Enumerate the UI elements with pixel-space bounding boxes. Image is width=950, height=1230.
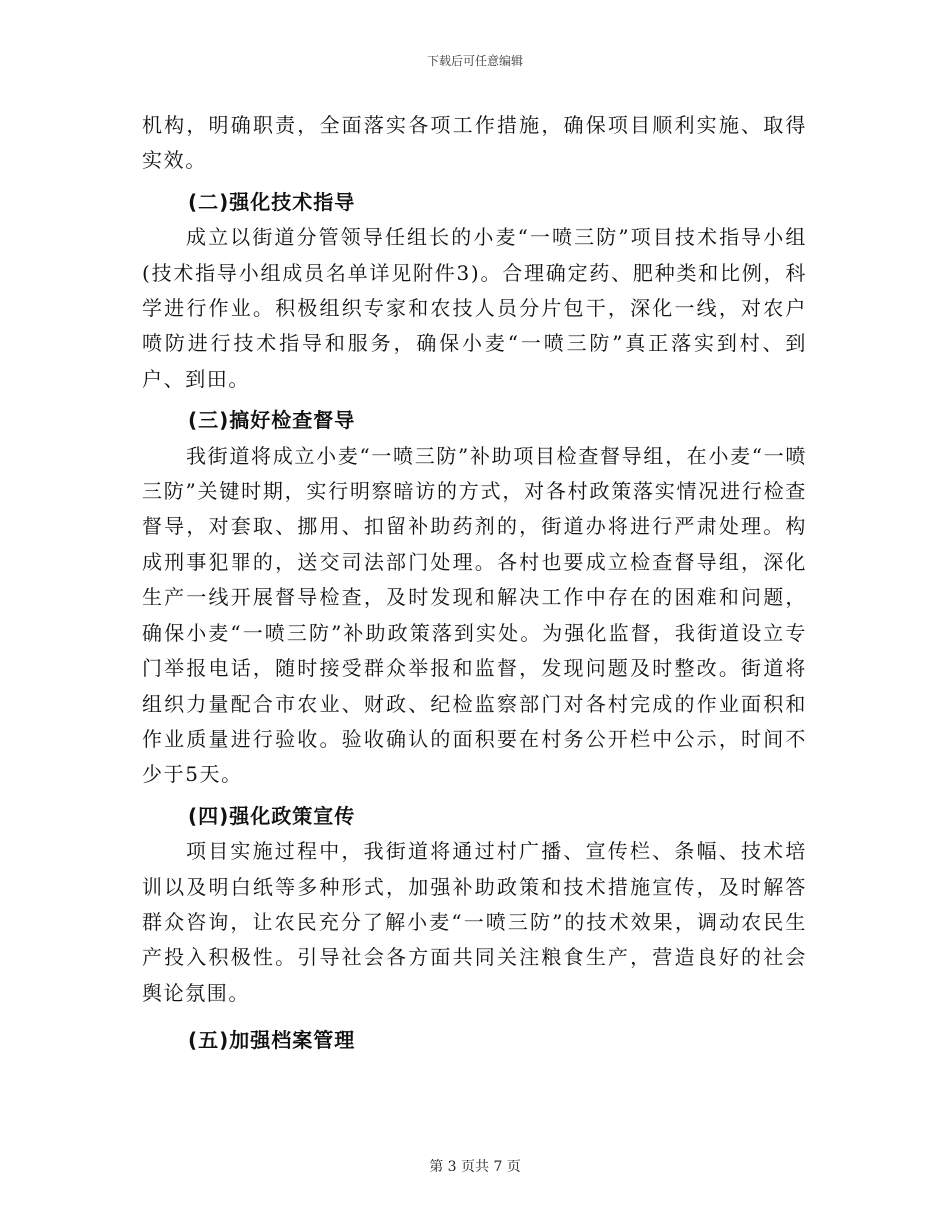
section-heading-4: (四)强化政策宣传 [188, 803, 356, 828]
paragraph-publicity: 项目实施过程中，我街道将通过村广播、宣传栏、条幅、技术培训以及明白纸等多种形式，加强补助政策和技术措施宣传，及时解答群众咨询，让农民充分了解小麦“一喷三防”的技术效果，调动农民生产投入积极性。引导社会各方面共同关注粮食生产，营造良好的社会舆论氛围。 [142, 839, 807, 1005]
document-body [142, 108, 807, 1059]
paragraph-technical-guidance: 成立以街道分管领导任组长的小麦“一喷三防”项目技术指导小组(技术指导小组成员名单详见附件3)。合理确定药、肥种类和比例，科学进行作业。积极组织专家和农技人员分片包干，深化一线，对农户喷防进行技术指导和服务，确保小麦“一喷三防”真正落实到村、到户、到田。 [142, 225, 807, 391]
section-heading-2: (二)强化技术指导 [188, 189, 356, 214]
paragraph-inspection: 我街道将成立小麦“一喷三防”补助项目检查督导组，在小麦“一喷三防”关键时期，实行明察暗访的方式，对各村政策落实情况进行检查督导，对套取、挪用、扣留补助药剂的，街道办将进行严肃处理。构成刑事犯罪的，送交司法部门处理。各村也要成立检查督导组，深化生产一线开展督导检查，及时发现和解决工作中存在的困难和问题，确保小麦“一喷三防”补助政策落到实处。为强化监督，我街道设立专门举报电话，随时接受群众举报和监督，发现问题及时整改。街道将组织力量配合市农业、财政、纪检监察部门对各村完成的作业面积和作业质量进行验收。验收确认的面积要在村务公开栏中公示，时间不少于5天。 [142, 443, 807, 787]
page-header: 下载后可任意编辑 [426, 54, 523, 68]
section-heading-5: (五)加强档案管理 [188, 1028, 356, 1053]
page-footer: 第 3 页共 7 页 [429, 1159, 521, 1175]
section-heading-3: (三)搞好检查督导 [188, 408, 356, 433]
paragraph-continuation: 机构，明确职责，全面落实各项工作措施，确保项目顺利实施、取得实效。 [142, 113, 807, 173]
